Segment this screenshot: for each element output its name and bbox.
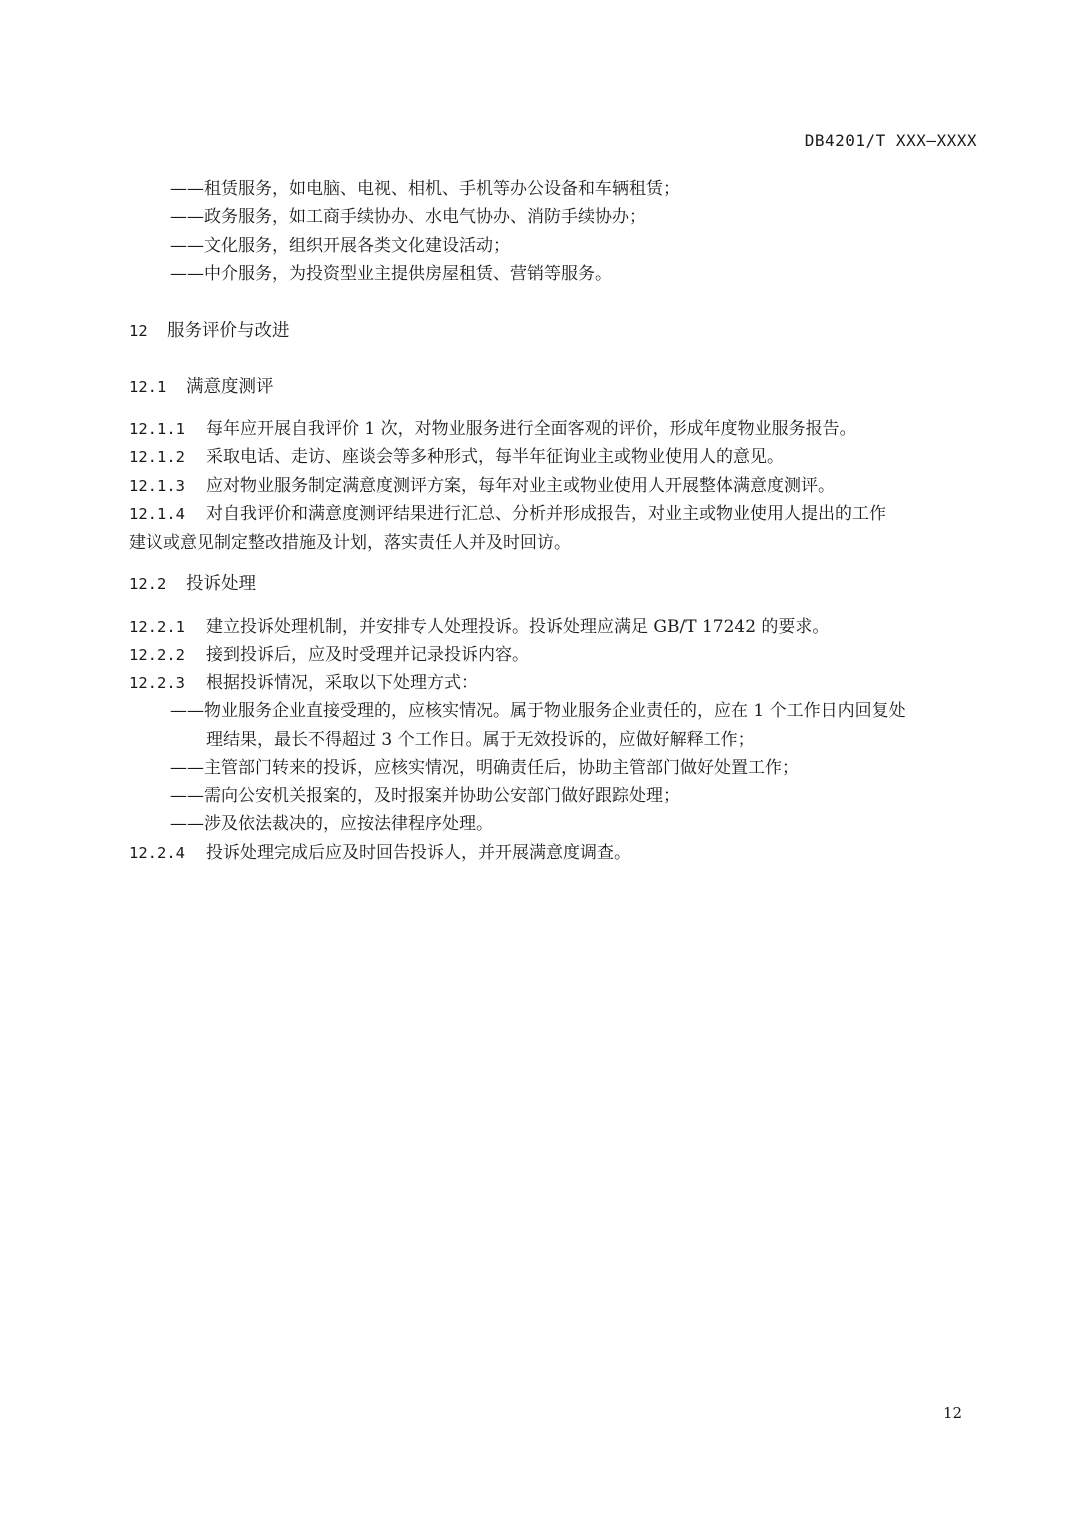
list-item: ——文化服务，组织开展各类文化建设活动； [170,236,510,256]
clause-text: 采取电话、走访、座谈会等多种形式，每半年征询业主或物业使用人的意见。 [206,447,784,467]
clause-text: 对自我评价和满意度测评结果进行汇总、分析并形成报告，对业主或物业使用人提出的工作 [206,504,886,524]
clause-text: 应对物业服务制定满意度测评方案，每年对业主或物业使用人开展整体满意度测评。 [206,476,835,496]
clause [129,475,835,497]
clause [129,446,784,468]
clause-continuation: 建议或意见制定整改措施及计划，落实责任人并及时回访。 [129,533,571,553]
list-item: ——需向公安机关报案的，及时报案并协助公安部门做好跟踪处理； [170,786,680,806]
clause [129,503,886,525]
section-title: 服务评价与改进 [167,321,290,341]
subsection-heading [129,573,256,595]
clause [129,644,529,666]
subsection-number: 12.1 [129,378,167,396]
clause [129,418,857,440]
clause [129,672,478,694]
clause [129,842,631,864]
list-item: ——中介服务，为投资型业主提供房屋租赁、营销等服务。 [170,264,612,284]
page-number: 12 [943,1404,963,1422]
clause-number: 12.2.2 [129,646,185,664]
subsection-title: 投诉处理 [186,574,256,594]
clause-text: 建立投诉处理机制，并安排专人处理投诉。投诉处理应满足 GB/T 17242 的要求。 [206,617,830,637]
list-item: ——涉及依法裁决的，应按法律程序处理。 [170,814,493,834]
section-number: 12 [129,322,148,340]
clause-text: 每年应开展自我评价 1 次，对物业服务进行全面客观的评价，形成年度物业服务报告。 [206,419,857,439]
subsection-heading [129,376,274,398]
clause-number: 12.2.3 [129,674,185,692]
section-heading [129,320,290,342]
list-item: ——政务服务，如工商手续协办、水电气协办、消防手续协办； [170,207,646,227]
clause-number: 12.1.4 [129,505,185,523]
clause-number: 12.2.4 [129,844,185,862]
subsection-number: 12.2 [129,575,167,593]
list-item: ——租赁服务，如电脑、电视、相机、手机等办公设备和车辆租赁； [170,179,680,199]
document-code: DB4201/T XXX—XXXX [804,131,977,150]
clause-text: 根据投诉情况，采取以下处理方式： [206,673,478,693]
clause-text: 接到投诉后，应及时受理并记录投诉内容。 [206,645,529,665]
clause-number: 12.2.1 [129,618,185,636]
clause [129,616,829,638]
list-item-continuation: 理结果，最长不得超过 3 个工作日。属于无效投诉的，应做好解释工作； [206,730,755,750]
clause-number: 12.1.2 [129,448,185,466]
clause-text: 投诉处理完成后应及时回告投诉人，并开展满意度调查。 [206,843,631,863]
clause-number: 12.1.3 [129,477,185,495]
list-item: ——物业服务企业直接受理的，应核实情况。属于物业服务企业责任的，应在 1 个工作日内回复处 [170,701,906,721]
clause-number: 12.1.1 [129,420,185,438]
subsection-title: 满意度测评 [186,377,274,397]
list-item: ——主管部门转来的投诉，应核实情况，明确责任后，协助主管部门做好处置工作； [170,758,799,778]
